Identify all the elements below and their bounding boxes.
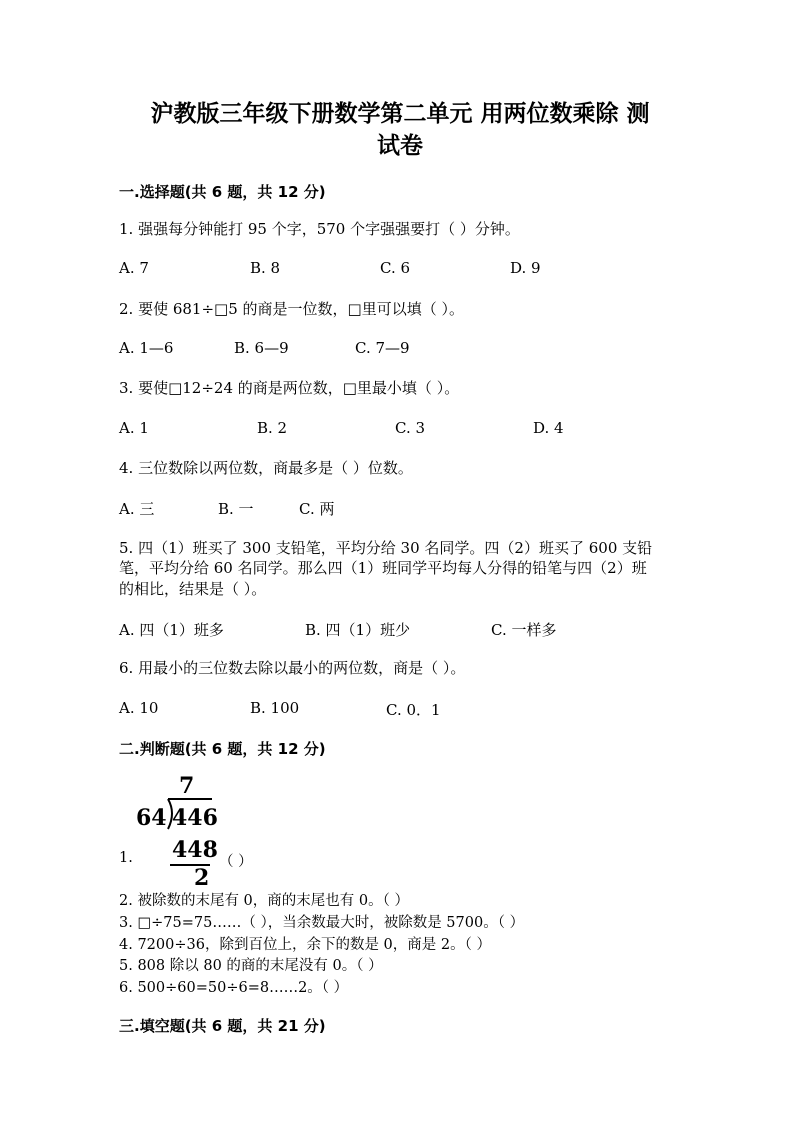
question-5-line-1: 5. 四（1）班买了 300 支铅笔，平均分给 30 名同学。四（2）班买了 600 支铅 [119, 539, 653, 557]
division-divisor: 64 [136, 805, 167, 831]
option-a[interactable]: A. 四（1）班多 [119, 621, 224, 639]
judge-question-2: 2. 被除数的末尾有 0，商的末尾也有 0。（ ） [119, 893, 409, 909]
long-division-figure [132, 775, 222, 890]
option-d[interactable]: D. 4 [533, 419, 564, 437]
question-5-line-3: 的相比，结果是（ ）。 [119, 580, 267, 598]
section-header-fill: 三.填空题(共 6 题，共 21 分) [119, 1017, 326, 1035]
judge-q1-answer[interactable]: （ ） [219, 854, 253, 870]
exam-title [100, 98, 700, 162]
option-c[interactable]: C. 6 [380, 259, 411, 277]
option-a[interactable]: A. 1 [119, 419, 149, 437]
question-1: 1. 强强每分钟能打 95 个字，570 个字强强要打（ ）分钟。 [119, 220, 520, 238]
option-b[interactable]: B. 6—9 [234, 339, 289, 357]
title-line-2: 试卷 [377, 132, 423, 159]
option-a[interactable]: A. 10 [119, 699, 159, 717]
division-remainder: 2 [194, 865, 210, 891]
option-c[interactable]: C. 0．1 [386, 701, 441, 719]
question-2: 2. 要使 681÷□5 的商是一位数，□里可以填（ ）。 [119, 300, 464, 318]
option-b[interactable]: B. 8 [250, 259, 281, 277]
option-c[interactable]: C. 3 [395, 419, 426, 437]
judge-question-3: 3. □÷75=75……（ ），当余数最大时，被除数是 5700。（ ） [119, 915, 525, 931]
section-header-choice: 一.选择题(共 6 题，共 12 分) [119, 183, 326, 201]
option-b[interactable]: B. 四（1）班少 [305, 621, 411, 639]
question-4: 4. 三位数除以两位数，商最多是（ ）位数。 [119, 459, 413, 477]
section-header-judge: 二.判断题(共 6 题，共 12 分) [119, 740, 326, 758]
question-5-line-2: 笔，平均分给 60 名同学。那么四（1）班同学平均每人分得的铅笔与四（2）班 [119, 559, 647, 577]
option-a[interactable]: A. 三 [119, 500, 155, 518]
judge-question-5: 5. 808 除以 80 的商的末尾没有 0。（ ） [119, 958, 383, 974]
option-c[interactable]: C. 两 [299, 500, 335, 518]
option-b[interactable]: B. 一 [218, 500, 254, 518]
option-b[interactable]: B. 100 [250, 699, 300, 717]
option-b[interactable]: B. 2 [257, 419, 288, 437]
question-3: 3. 要使□12÷24 的商是两位数，□里最小填（ ）。 [119, 379, 460, 397]
division-product: 448 [172, 837, 218, 863]
division-quotient: 7 [179, 773, 195, 799]
option-c[interactable]: C. 一样多 [491, 621, 557, 639]
judge-q1-number: 1. [119, 850, 133, 866]
option-a[interactable]: A. 1—6 [119, 339, 174, 357]
division-dividend: 446 [172, 805, 218, 831]
judge-question-4: 4. 7200÷36，除到百位上，余下的数是 0，商是 2。（ ） [119, 937, 491, 953]
question-6: 6. 用最小的三位数去除以最小的两位数，商是（ ）。 [119, 659, 466, 677]
judge-question-6: 6. 500÷60=50÷6=8……2。（ ） [119, 980, 349, 996]
title-line-1: 沪教版三年级下册数学第二单元 用两位数乘除 测 [150, 100, 650, 127]
option-c[interactable]: C. 7—9 [355, 339, 410, 357]
option-a[interactable]: A. 7 [119, 259, 149, 277]
option-d[interactable]: D. 9 [510, 259, 541, 277]
